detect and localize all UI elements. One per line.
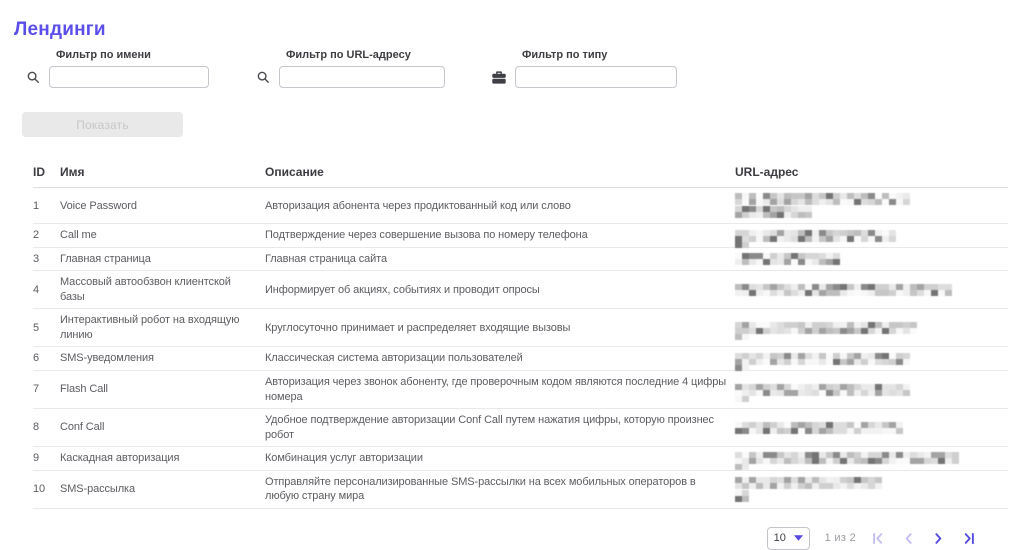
cell-name: Flash Call — [60, 371, 265, 409]
redacted-url — [735, 284, 952, 296]
column-header-id: ID — [33, 159, 60, 188]
cell-id: 6 — [33, 347, 60, 371]
cell-description: Классическая система авторизации пользователей — [265, 347, 735, 371]
cell-id: 4 — [33, 271, 60, 309]
prev-page-button[interactable] — [901, 531, 916, 546]
cell-id: 5 — [33, 309, 60, 347]
cell-name: Call me — [60, 224, 265, 248]
cell-description: Подтверждение через совершение вызова по номеру телефона — [265, 224, 735, 248]
redacted-url — [735, 230, 902, 242]
filter-name — [26, 49, 209, 88]
cell-name: Интерактивный робот на входящую линию — [60, 309, 265, 347]
cell-name: SMS-уведомления — [60, 347, 265, 371]
redacted-url — [735, 253, 842, 265]
filter-type-label: Фильтр по типу — [522, 49, 608, 61]
first-page-button[interactable] — [871, 531, 886, 546]
search-icon — [256, 70, 270, 84]
cell-url — [735, 347, 1008, 371]
pagination — [14, 527, 1008, 550]
table-row — [33, 247, 1008, 271]
cell-name: Conf Call — [60, 409, 265, 447]
table-row — [33, 447, 1008, 471]
redacted-url — [735, 384, 915, 396]
table-row — [33, 271, 1008, 309]
filters-bar — [14, 49, 1008, 88]
cell-description: Главная страница сайта — [265, 247, 735, 271]
table-row — [33, 409, 1008, 447]
redacted-url — [735, 477, 883, 489]
cell-description: Отправляйте персонализированные SMS-рассылки на всех мобильных операторов в любую страну мира — [265, 470, 735, 508]
filter-name-label: Фильтр по имени — [56, 49, 151, 61]
cell-id: 3 — [33, 247, 60, 271]
cell-name: Voice Password — [60, 188, 265, 224]
page-title: Лендинги — [14, 19, 106, 40]
table-row — [33, 371, 1008, 409]
show-button[interactable]: Показать — [22, 112, 183, 137]
column-header-url: URL-адрес — [735, 159, 1008, 188]
cell-description: Информирует об акциях, событиях и проводит опросы — [265, 271, 735, 309]
cell-id: 7 — [33, 371, 60, 409]
cell-name: Главная страница — [60, 247, 265, 271]
page-range-label: 1 из 2 — [824, 532, 856, 545]
cell-url — [735, 447, 1008, 471]
filter-name-input[interactable] — [49, 66, 209, 88]
cell-url — [735, 470, 1008, 508]
table-row — [33, 224, 1008, 248]
cell-name: Массовый автообзвон клиентской базы — [60, 271, 265, 309]
cell-description: Удобное подтверждение авторизации Conf Call путем нажатия цифры, которую произнес робот — [265, 409, 735, 447]
table-row — [33, 188, 1008, 224]
last-page-icon — [961, 531, 976, 546]
filter-type-input[interactable] — [515, 66, 677, 88]
cell-url — [735, 409, 1008, 447]
landings-table — [33, 159, 1008, 509]
cell-url — [735, 224, 1008, 248]
redacted-url — [735, 422, 903, 434]
table-header — [33, 159, 1008, 188]
cell-name: SMS-рассылка — [60, 470, 265, 508]
filter-url-label: Фильтр по URL-адресу — [286, 49, 411, 61]
cell-id: 10 — [33, 470, 60, 508]
redacted-url — [735, 322, 922, 334]
filter-url — [256, 49, 445, 88]
table-row — [33, 309, 1008, 347]
search-icon — [26, 70, 40, 84]
first-page-icon — [871, 531, 886, 546]
cell-url — [735, 371, 1008, 409]
chevron-left-icon — [901, 531, 916, 546]
cell-name: Каскадная авторизация — [60, 447, 265, 471]
redacted-url — [735, 490, 751, 502]
cell-description: Круглосуточно принимает и распределяет входящие вызовы — [265, 309, 735, 347]
redacted-url — [735, 193, 913, 205]
chevron-right-icon — [931, 531, 946, 546]
page-size-select[interactable] — [767, 527, 810, 550]
last-page-button[interactable] — [961, 531, 976, 546]
cell-id: 9 — [33, 447, 60, 471]
column-header-description: Описание — [265, 159, 735, 188]
cell-description: Авторизация абонента через продиктованный код или слово — [265, 188, 735, 224]
filter-type — [492, 49, 677, 88]
cell-id: 8 — [33, 409, 60, 447]
filter-url-input[interactable] — [279, 66, 445, 88]
table-body — [33, 188, 1008, 508]
next-page-button[interactable] — [931, 531, 946, 546]
chevron-down-icon — [794, 535, 803, 541]
cell-url — [735, 188, 1008, 224]
cell-id: 1 — [33, 188, 60, 224]
cell-description: Комбинация услуг авторизации — [265, 447, 735, 471]
cell-url — [735, 271, 1008, 309]
briefcase-icon — [492, 71, 506, 84]
table-row — [33, 347, 1008, 371]
page-size-value: 10 — [773, 532, 786, 545]
redacted-url — [735, 353, 915, 365]
cell-url — [735, 247, 1008, 271]
redacted-url — [735, 206, 812, 218]
column-header-name: Имя — [60, 159, 265, 188]
redacted-url — [735, 452, 965, 464]
cell-id: 2 — [33, 224, 60, 248]
cell-url — [735, 309, 1008, 347]
table-row — [33, 470, 1008, 508]
cell-description: Авторизация через звонок абоненту, где проверочным кодом являются последние 4 цифры номера — [265, 371, 735, 409]
